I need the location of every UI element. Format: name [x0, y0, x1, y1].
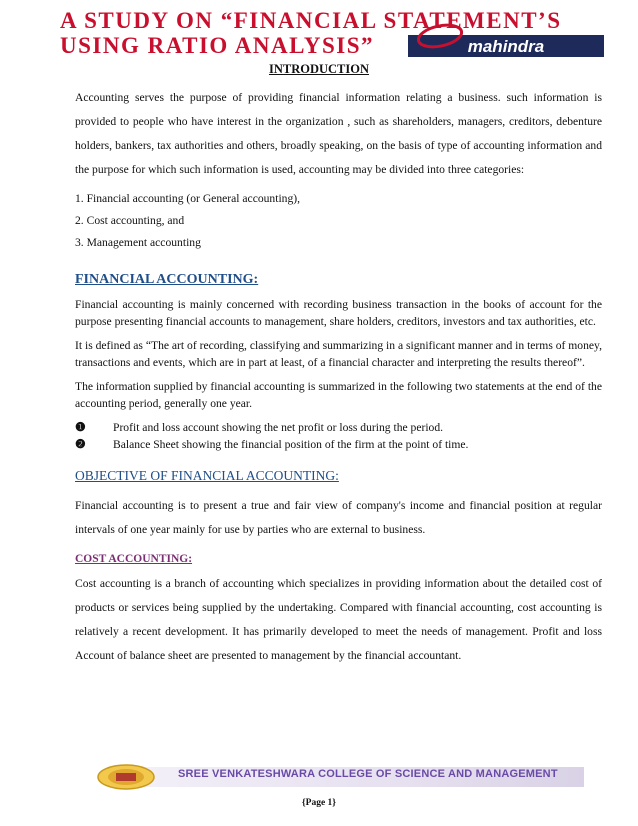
list-item	[75, 436, 602, 453]
financial-accounting-para1: Financial accounting is mainly concerned with recording business transaction in the books of account for the purpose presenting financial accounts to management, share holders, creditors, investors and tax authorities, etc.	[75, 298, 602, 328]
intro-paragraph: Accounting serves the purpose of providing financial information relating a business. such information is provided to people who have interest in the organization , such as shareholders, managers, creditors, debenture holders, bankers, tax authorities and others, broadly speaking, on the basis of type of accounting information and the purpose for which such information is used, accounting may be divided into three categories:	[75, 91, 602, 176]
categories-list	[75, 188, 602, 254]
bullet-text: Profit and loss account showing the net profit or loss during the period.	[113, 421, 444, 434]
statements-list	[75, 419, 602, 453]
page-title: INTRODUCTION	[268, 62, 369, 76]
bullet-text: Balance Sheet showing the financial position of the firm at the point of time.	[113, 438, 469, 451]
college-footer-banner	[94, 764, 584, 790]
list-item	[75, 419, 602, 436]
financial-accounting-heading: FINANCIAL ACCOUNTING:	[75, 272, 259, 287]
cost-accounting-paragraph: Cost accounting is a branch of accounting which specializes in providing information about the detailed cost of products or services being supplied by the undertaking. Compared with financial accounting, cost accounting is relatively a recent development. It has primarily developed to meet the needs of management. Profit and loss Account of balance sheet are presented to management by the financial accountant.	[75, 577, 602, 662]
objective-paragraph: Financial accounting is to present a true and fair view of company's income and financial position at regular intervals of one year mainly for use by parties who are external to business.	[75, 499, 602, 536]
objective-heading: OBJECTIVE OF FINANCIAL ACCOUNTING:	[75, 468, 339, 483]
page-number: {Page 1}	[301, 798, 337, 808]
header-line1: A STUDY ON “FINANCIAL STATEMENT’S	[60, 8, 562, 33]
header-line2: USING RATIO ANALYSIS”	[60, 33, 374, 58]
cost-accounting-heading: COST ACCOUNTING:	[75, 553, 193, 565]
bullet-number-icon: ❷	[75, 437, 86, 451]
bullet-number-icon: ❶	[75, 420, 86, 434]
college-name: SREE VENKATESHWARA COLLEGE OF SCIENCE AND MANAGEMENT	[178, 768, 558, 780]
document-body	[75, 86, 602, 668]
category-item: 2. Cost accounting, and	[75, 214, 185, 227]
category-item: 3. Management accounting	[75, 236, 201, 249]
logo-text: mahindra	[467, 37, 545, 56]
financial-accounting-para3: The information supplied by financial accounting is summarized in the following two statements at the end of the accounting period, generally one year.	[75, 380, 602, 410]
category-item: 1. Financial accounting (or General accounting),	[75, 192, 301, 205]
financial-accounting-para2: It is defined as “The art of recording, classifying and summarizing in a significant manner and in terms of money, transactions and events, which are in part at least, of a financial character and interpreting the results thereof”.	[75, 339, 602, 369]
college-emblem-icon	[96, 764, 156, 790]
report-header-banner	[60, 6, 608, 58]
